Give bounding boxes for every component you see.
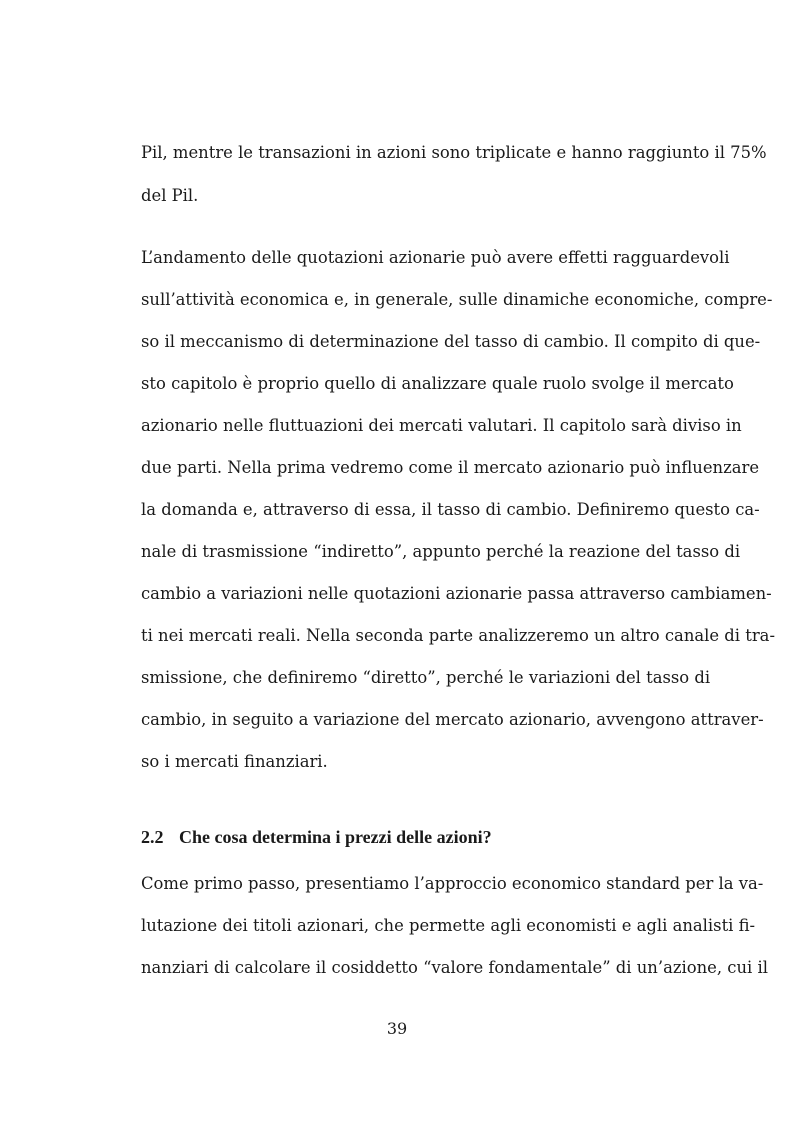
text-line: Pil, mentre le transazioni in azioni sono triplicate e hanno raggiunto il 75% (141, 143, 767, 162)
text-line: ti nei mercati reali. Nella seconda parte analizzeremo un altro canale di tra- (141, 626, 775, 645)
section-number: 2.2 (141, 827, 164, 847)
section-heading (141, 826, 492, 848)
text-line: smissione, che definiremo “diretto”, perché le variazioni del tasso di (141, 668, 711, 687)
text-line: del Pil. (141, 186, 199, 205)
page-number: 39 (386, 1019, 408, 1038)
text-line: sull’attività economica e, in generale, sulle dinamiche economiche, compre- (141, 290, 773, 309)
text-line: la domanda e, attraverso di essa, il tasso di cambio. Definiremo questo ca- (141, 500, 760, 519)
text-line: so il meccanismo di determinazione del tasso di cambio. Il compito di que- (141, 332, 761, 351)
text-line: cambio a variazioni nelle quotazioni azionarie passa attraverso cambiamen- (141, 584, 772, 603)
text-line: sto capitolo è proprio quello di analizzare quale ruolo svolge il mercato (141, 374, 734, 393)
text-line: nanziari di calcolare il cosiddetto “valore fondamentale” di un’azione, cui il (141, 958, 768, 977)
text-line: lutazione dei titoli azionari, che permette agli economisti e agli analisti fi- (141, 916, 756, 935)
section-title: Che cosa determina i prezzi delle azioni? (179, 827, 492, 847)
text-line: due parti. Nella prima vedremo come il mercato azionario può influenzare (141, 458, 760, 477)
text-line: nale di trasmissione “indiretto”, appunto perché la reazione del tasso di (141, 542, 741, 561)
text-line: L’andamento delle quotazioni azionarie può avere effetti ragguardevoli (141, 248, 730, 267)
text-line: azionario nelle fluttuazioni dei mercati valutari. Il capitolo sarà diviso in (141, 416, 742, 435)
text-line: Come primo passo, presentiamo l’approccio economico standard per la va- (141, 874, 764, 893)
text-line: so i mercati finanziari. (141, 752, 328, 771)
text-line: cambio, in seguito a variazione del mercato azionario, avvengono attraver- (141, 710, 764, 729)
